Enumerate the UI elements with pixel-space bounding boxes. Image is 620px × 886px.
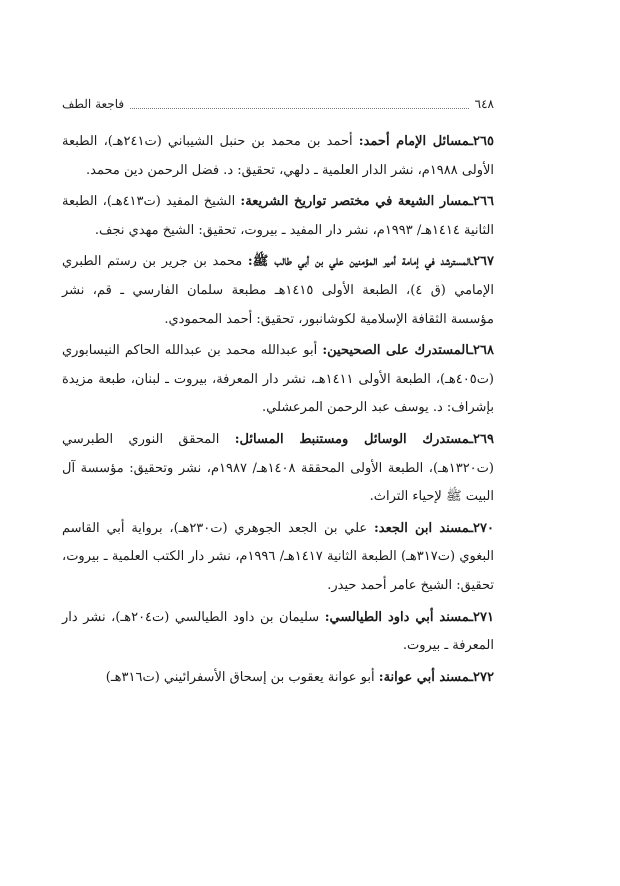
bibliography-entry xyxy=(62,188,494,245)
entry-details: محمد بن جرير بن رستم الطبري الإمامي (ق ٤)، الطبعة الأولى ١٤١٥هـ مطبعة سلمان الفارسي ـ قم، نشر مؤسسة الثقافة الإسلامية لكوشانبور، تحقيق: أحمد المحمودي. xyxy=(62,254,495,327)
bibliography-entry xyxy=(62,426,494,512)
running-title: فاجعة الطف xyxy=(62,97,125,111)
bibliography-list xyxy=(62,128,494,692)
entry-number: ٢٦٩ـ xyxy=(469,431,494,447)
entry-number: ٢٧١ـ xyxy=(469,609,494,625)
entry-number: ٢٧٠ـ xyxy=(469,520,494,536)
entry-number: ٢٦٦ـ xyxy=(469,194,494,210)
bibliography-entry xyxy=(62,664,494,693)
bibliography-entry xyxy=(62,515,494,601)
entry-title: المسترشد في إمامة أمير المؤمنين علي بن أبي طالب ﷺ: xyxy=(247,254,472,270)
entry-title: المستدرك على الصحيحين: xyxy=(322,343,470,359)
entry-details: أبو عبدالله محمد بن عبدالله الحاكم النيسابوري (ت٤٠٥هـ)، الطبعة الأولى ١٤١١هـ، نشر دار المعرفة، بيروت ـ لبنان، طبعة مزيدة بإشراف: د. يوسف عبد الرحمن المرعشلي. xyxy=(62,343,494,416)
entry-number: ٢٧٢ـ xyxy=(469,669,494,685)
entry-details: علي بن الجعد الجوهري (ت٢٣٠هـ)، برواية أبي القاسم البغوي (ت٣١٧هـ) الطبعة الثانية ١٤١٧هـ/ ١٩٩٦م، نشر دار الكتب العلمية ـ بيروت، تحقيق: الشيخ عامر أحمد حيدر. xyxy=(62,520,494,593)
entry-number: ٢٦٧ـ xyxy=(471,254,495,270)
entry-title: مستدرك الوسائل ومستنبط المسائل: xyxy=(234,431,470,447)
entry-number: ٢٦٨ـ xyxy=(469,343,494,359)
entry-number: ٢٦٥ـ xyxy=(469,134,494,149)
bibliography-entry xyxy=(62,337,494,423)
bibliography-entry xyxy=(62,604,494,661)
entry-title: مسند أبي عوانة: xyxy=(378,669,470,685)
entry-title: مسائل الإمام أحمد: xyxy=(358,134,470,149)
page-number: ٦٤٨ xyxy=(474,97,494,111)
entry-title: مسند أبي داود الطيالسي: xyxy=(324,609,470,625)
running-header xyxy=(62,94,494,114)
header-dotted-leader xyxy=(130,100,469,109)
entry-title: مسار الشيعة في مختصر تواريخ الشريعة: xyxy=(240,194,470,210)
entry-details: سليمان بن داود الطيالسي (ت٢٠٤هـ)، نشر دار المعرفة ـ بيروت. xyxy=(62,609,494,654)
entry-details: أبو عوانة يعقوب بن إسحاق الأسفرائيني (ت٣١٦هـ) xyxy=(105,669,375,685)
entry-details: الشيخ المفيد (ت٤١٣هـ)، الطبعة الثانية ١٤١٤هـ/ ١٩٩٣م، نشر دار المفيد ـ بيروت، تحقيق: الشيخ مهدي نجف. xyxy=(62,194,494,238)
bibliography-entry xyxy=(62,128,494,185)
entry-details: أحمد بن محمد بن حنبل الشيباني (ت٢٤١هـ)، الطبعة الأولى ١٩٨٨م، نشر الدار العلمية ـ دلهي، تحقيق: د. فضل الرحمن دين محمد. xyxy=(62,134,494,178)
entry-details: المحقق النوري الطبرسي (ت١٣٢٠هـ)، الطبعة الأولى المحققة ١٤٠٨هـ/ ١٩٨٧م، نشر وتحقيق: مؤسسة آل البيت ﷺ لإحياء التراث. xyxy=(62,431,494,505)
entry-title: مسند ابن الجعد: xyxy=(373,520,470,536)
bibliography-entry xyxy=(62,248,494,334)
